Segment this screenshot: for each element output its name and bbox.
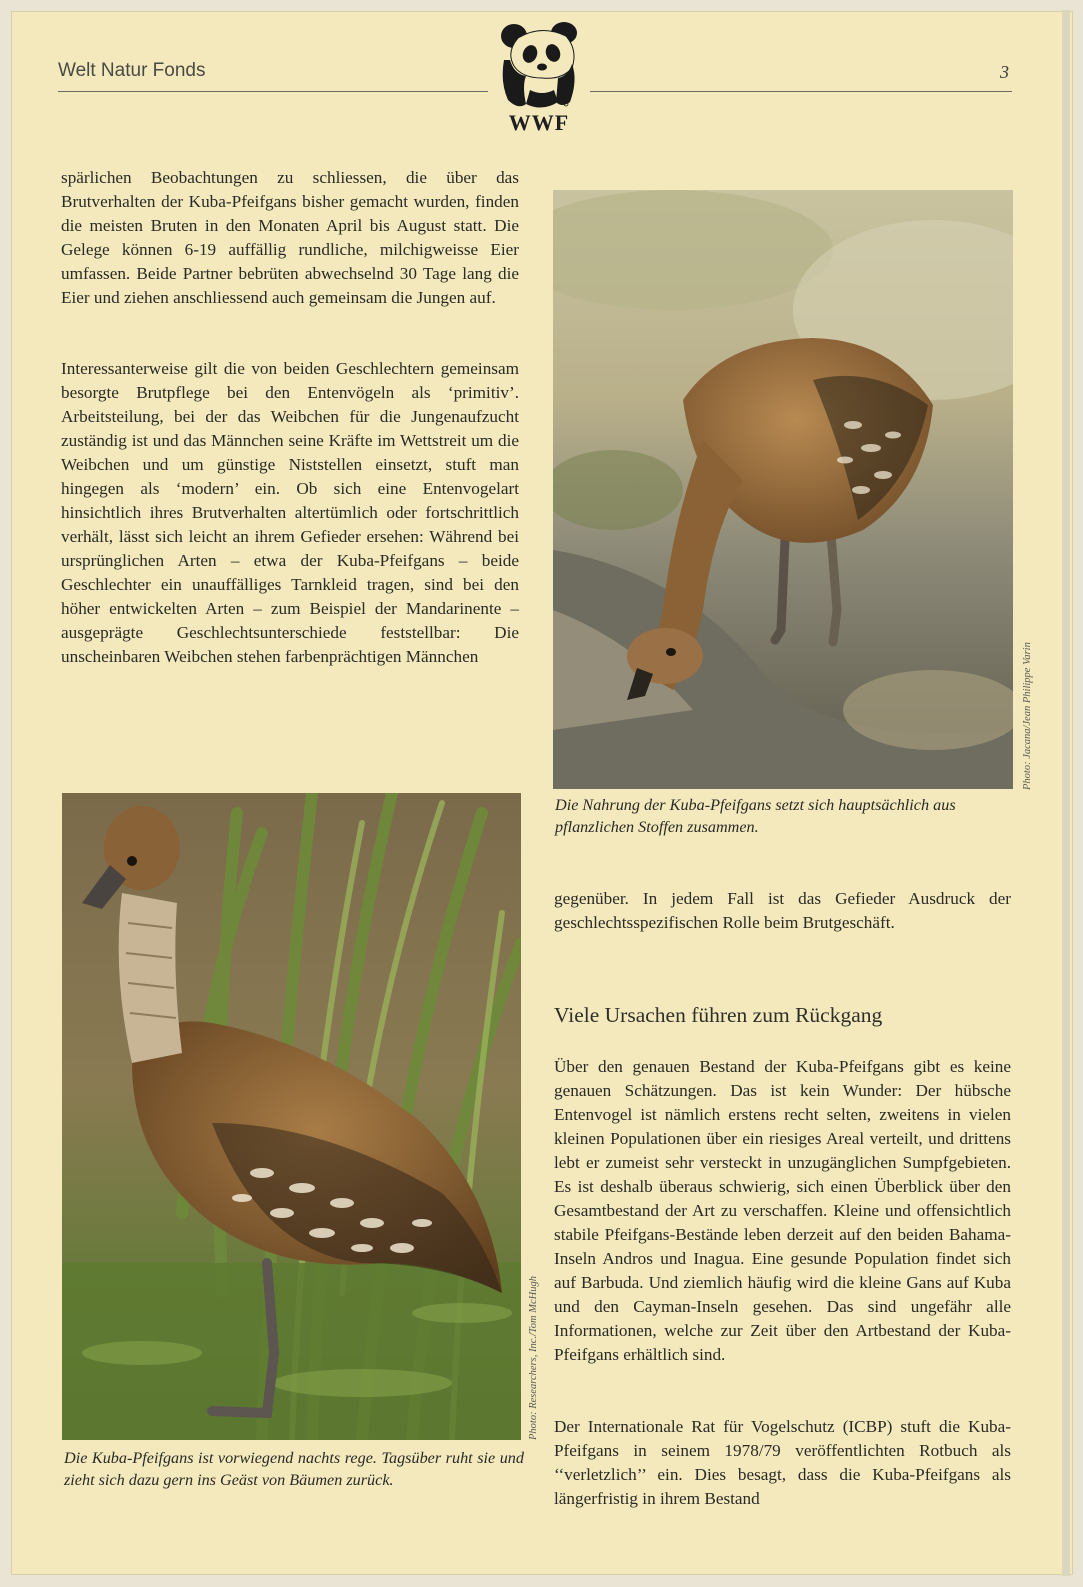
page-number: 3 [1000,62,1009,82]
photo-caption: Die Nahrung der Kuba-Pfeifgans setzt sich hauptsächlich aus pflanzlichen Stoffen zusammen. [555,796,956,836]
duck-standing-illustration [62,793,521,1440]
photo-credit: Photo: Researchers, Inc./Tom McHugh [528,1276,539,1440]
section-heading: Viele Ursachen führen zum Rückgang [554,1003,883,1027]
header-rule-left [58,91,488,92]
photo-credit: Photo: Jacana/Jean Philippe Varin [1022,642,1033,790]
page-edge [1062,10,1070,1576]
duck-feeding-illustration [553,190,1013,789]
body-paragraph: gegenüber. In jedem Fall ist das Gefieder Ausdruck der geschlechtsspezifischen Rolle beim Brutgeschäft. [554,889,1011,932]
body-paragraph: Über den genauen Bestand der Kuba-Pfeifgans gibt es keine genauen Schätzungen. Das ist kein Wunder: Der hübsche Entenvogel ist nämlich erstens recht selten, zweitens in vielen kleinen Populationen über ein riesiges Areal verteilt, und drittens lebt er zumeist sehr versteckt in unzugänglichen Sumpfgebieten. Es ist deshalb überaus schwierig, sich einen Überblick über den Gesamtbestand der Art zu verschaffen. Kleine und offensichtlich stabile Pfeifgans-Bestände leben derzeit auf den beiden Bahama-Inseln Andros und Inagua. Eine gesunde Population findet sich auf Barbuda. Und ziemlich häufig wird die kleine Gans auf Kuba und den Cayman-Inseln gesehen. Das sind ungefähr alle Informationen, welche zur Zeit über den Artbestand der Kuba-Pfeifgans erhältlich sind. [554,1057,1011,1364]
header-title: Welt Natur Fonds [58,60,206,81]
photo-duck-feeding [553,190,1013,789]
photo-caption: Die Kuba-Pfeifgans ist vorwiegend nachts rege. Tagsüber ruht sie und zieht sich dazu gern ins Geäst von Bäumen zurück. [64,1449,524,1489]
body-paragraph: Interessanterweise gilt die von beiden Geschlechtern gemeinsam besorgte Brutpflege bei den Entenvögeln als ‘primitiv’. Arbeitsteilung, bei der das Weibchen für die Jungenaufzucht zuständig ist und das Männchen seine Kräfte im Wettstreit um die Weibchen und um günstige Niststellen einsetzt, stuft man hingegen als ‘modern’ ein. Ob sich eine Entenvogelart hinsichtlich ihres Brutverhalten altertümlich oder fortschrittlich verhält, lässt sich leicht an ihrem Gefieder ersehen: Während bei ursprünglichen Arten – etwa der Kuba-Pfeifgans – beide Geschlechter ein unauffälliges Tarnkleid tragen, sind bei den höher entwickelten Arten – zum Beispiel der Mandarinente – ausgeprägte Geschlechtsunterschiede feststellbar: Die unscheinbaren Weibchen stehen farbenprächtigen Männchen [61,359,519,666]
body-paragraph: Der Internationale Rat für Vogelschutz (ICBP) stuft die Kuba-Pfeifgans in seinem 1978/79 veröffentlichten Rotbuch als ‘‘verletzlich’’ ein. Dies besagt, dass die Kuba-Pfeifgans als längerfristig in ihrem Bestand [554,1417,1011,1508]
photo-duck-standing [62,793,521,1440]
body-paragraph: spärlichen Beobachtungen zu schliessen, die über das Brutverhalten der Kuba-Pfeifgans bisher gemacht wurden, finden die meisten Bruten in den Monaten April bis August statt. Die Gelege können 6-19 auffällig rundliche, milchigweisse Eier umfassen. Beide Partner bebrüten abwechselnd 30 Tage lang die Eier und ziehen anschliessend auch gemeinsam die Jungen auf. [61,168,519,307]
logo-wordmark: WWF [508,110,570,135]
header-rule-right [590,91,1012,92]
